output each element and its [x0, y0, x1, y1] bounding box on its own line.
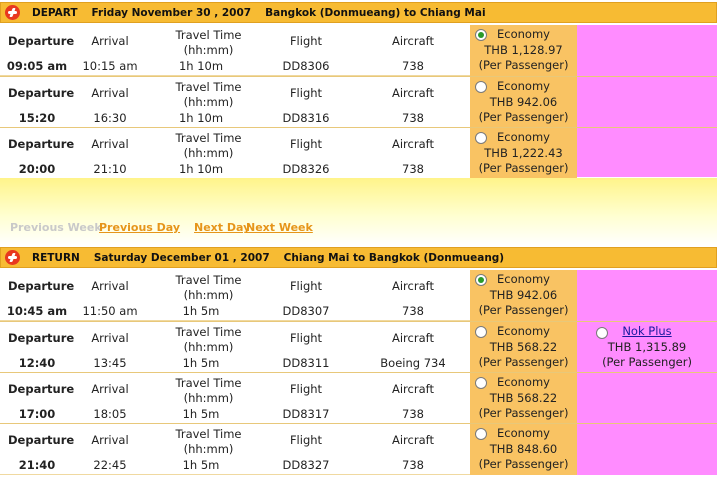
- flight-number: DD8306: [282, 59, 330, 73]
- arrival-cell: [74, 322, 146, 373]
- aircraft-cell: [356, 424, 470, 475]
- flight-number: DD8311: [282, 356, 330, 370]
- arrival-header: Arrival: [91, 433, 129, 447]
- travel-time-cell: [146, 270, 256, 321]
- fare-price: THB 1,222.43: [484, 145, 563, 160]
- travel-time-header: Travel Time (hh:mm): [175, 427, 242, 456]
- nok-plus-per-passenger: (Per Passenger): [602, 355, 692, 369]
- aircraft-cell: [356, 373, 470, 424]
- flight-details: [0, 424, 470, 475]
- travel-duration: 1h 10m: [178, 59, 224, 73]
- economy-fare: [470, 424, 577, 475]
- fare-class: Economy: [497, 79, 550, 93]
- aircraft-cell: [356, 322, 470, 373]
- arrival-header: Arrival: [91, 34, 129, 48]
- next-day-link[interactable]: Next Day: [194, 221, 251, 234]
- flight-header: Flight: [289, 433, 323, 447]
- travel-date: Saturday December 01 , 2007: [93, 251, 270, 264]
- arrival-cell: [74, 25, 146, 76]
- plane-icon: [5, 5, 20, 20]
- flight-cell: [256, 77, 356, 128]
- flight-details: [0, 322, 470, 373]
- fare-radio[interactable]: [475, 132, 487, 144]
- travel-duration: 1h 5m: [182, 458, 220, 472]
- economy-fare: [470, 373, 577, 424]
- flight-row: [0, 423, 717, 474]
- travel-duration: 1h 10m: [178, 162, 224, 176]
- fare-class: Economy: [497, 324, 550, 338]
- travel-duration: 1h 5m: [182, 407, 220, 421]
- fare-price: THB 942.06: [489, 287, 558, 302]
- departure-cell: [0, 424, 74, 475]
- flight-details: [0, 128, 470, 179]
- departure-header: Departure: [8, 433, 75, 447]
- travel-duration: 1h 10m: [178, 111, 224, 125]
- flight-cell: [256, 25, 356, 76]
- aircraft-cell: [356, 77, 470, 128]
- travel-time-cell: [146, 424, 256, 475]
- departure-header: Departure: [8, 86, 75, 100]
- departure-cell: [0, 373, 74, 424]
- fare-radio[interactable]: [475, 377, 487, 389]
- aircraft-type: Boeing 734: [380, 356, 446, 370]
- arrival-header: Arrival: [91, 86, 129, 100]
- flight-number: DD8327: [282, 458, 330, 472]
- travel-time-cell: [146, 322, 256, 373]
- departure-cell: [0, 25, 74, 76]
- departure-time: 12:40: [18, 356, 56, 370]
- aircraft-cell: [356, 270, 470, 321]
- travel-date: Friday November 30 , 2007: [91, 6, 252, 19]
- aircraft-type: 738: [402, 407, 424, 421]
- flight-row: [0, 270, 717, 321]
- economy-fare: [470, 77, 577, 128]
- return-section: [0, 247, 717, 268]
- flight-cell: [256, 322, 356, 373]
- flight-cell: [256, 270, 356, 321]
- flight-header: Flight: [289, 86, 323, 100]
- per-passenger: (Per Passenger): [478, 355, 569, 369]
- depart-header: [0, 2, 717, 23]
- travel-time-cell: [146, 77, 256, 128]
- flight-row: [0, 76, 717, 127]
- arrival-time: 18:05: [93, 407, 127, 421]
- previous-day-link[interactable]: Previous Day: [99, 221, 181, 234]
- direction-label: DEPART: [32, 6, 78, 19]
- aircraft-cell: [356, 25, 470, 76]
- nok-plus-radio[interactable]: [596, 327, 608, 339]
- flight-details: [0, 373, 470, 424]
- fare-price: THB 568.22: [489, 339, 558, 354]
- aircraft-header: Aircraft: [392, 86, 434, 100]
- travel-time-header: Travel Time (hh:mm): [175, 273, 242, 302]
- aircraft-header: Aircraft: [392, 331, 434, 345]
- departure-time: 10:45 am: [6, 304, 68, 318]
- aircraft-cell: [356, 128, 470, 179]
- fare-class: Economy: [497, 130, 550, 144]
- flight-cell: [256, 128, 356, 179]
- departure-header: Departure: [8, 279, 75, 293]
- economy-fare: [470, 270, 577, 321]
- per-passenger: (Per Passenger): [478, 110, 569, 124]
- departure-header: Departure: [8, 34, 75, 48]
- arrival-time: 13:45: [93, 356, 127, 370]
- per-passenger: (Per Passenger): [478, 406, 569, 420]
- fare-price: THB 942.06: [489, 94, 558, 109]
- economy-fare: [470, 322, 577, 373]
- fare-class: Economy: [497, 375, 550, 389]
- departure-cell: [0, 322, 74, 373]
- arrival-cell: [74, 373, 146, 424]
- economy-fare: [470, 25, 577, 76]
- fare-radio[interactable]: [475, 29, 487, 41]
- departure-time: 21:40: [18, 458, 56, 472]
- aircraft-type: 738: [402, 304, 424, 318]
- arrival-cell: [74, 424, 146, 475]
- travel-time-header: Travel Time (hh:mm): [175, 376, 242, 405]
- flight-row: [0, 127, 717, 178]
- travel-time-header: Travel Time (hh:mm): [175, 131, 242, 160]
- nok-plus-fare: [577, 324, 717, 371]
- nok-plus-link[interactable]: Nok Plus: [622, 324, 672, 338]
- flight-header: Flight: [289, 279, 323, 293]
- departure-time: 15:20: [18, 111, 56, 125]
- return-header: [0, 247, 717, 268]
- flight-header: Flight: [289, 331, 323, 345]
- travel-time-cell: [146, 25, 256, 76]
- return-flight-list: [0, 270, 717, 474]
- per-passenger: (Per Passenger): [478, 457, 569, 471]
- flight-header: Flight: [289, 137, 323, 151]
- aircraft-header: Aircraft: [392, 382, 434, 396]
- fare-price: THB 568.22: [489, 390, 558, 405]
- flight-cell: [256, 424, 356, 475]
- fare-radio[interactable]: [475, 326, 487, 338]
- departure-time: 17:00: [18, 407, 56, 421]
- arrival-time: 22:45: [93, 458, 127, 472]
- travel-time-cell: [146, 128, 256, 179]
- arrival-header: Arrival: [91, 137, 129, 151]
- fare-price: THB 848.60: [489, 441, 558, 456]
- route-label: Chiang Mai to Bangkok (Donmueang): [283, 251, 505, 264]
- per-passenger: (Per Passenger): [478, 303, 569, 317]
- departure-cell: [0, 77, 74, 128]
- departure-time: 20:00: [18, 162, 56, 176]
- fare-class: Economy: [497, 27, 550, 41]
- fare-radio[interactable]: [475, 428, 487, 440]
- per-passenger: (Per Passenger): [478, 161, 569, 175]
- arrival-header: Arrival: [91, 382, 129, 396]
- depart-flight-list: [0, 25, 717, 178]
- travel-duration: 1h 5m: [182, 304, 220, 318]
- flight-row: [0, 25, 717, 76]
- departure-header: Departure: [8, 331, 75, 345]
- flight-number: DD8317: [282, 407, 330, 421]
- aircraft-type: 738: [402, 111, 424, 125]
- travel-time-cell: [146, 373, 256, 424]
- per-passenger: (Per Passenger): [478, 58, 569, 72]
- departure-cell: [0, 128, 74, 179]
- aircraft-type: 738: [402, 162, 424, 176]
- arrival-time: 16:30: [93, 111, 127, 125]
- flight-number: DD8326: [282, 162, 330, 176]
- route-label: Bangkok (Donmueang) to Chiang Mai: [265, 6, 486, 19]
- next-week-link[interactable]: Next Week: [246, 221, 313, 234]
- flight-details: [0, 25, 470, 76]
- fare-price: THB 1,128.97: [484, 42, 563, 57]
- date-navigation-band: [0, 178, 717, 246]
- flight-cell: [256, 373, 356, 424]
- previous-week-link: Previous Week: [10, 221, 102, 234]
- arrival-time: 21:10: [93, 162, 127, 176]
- flight-header: Flight: [289, 382, 323, 396]
- depart-section: [0, 2, 717, 23]
- plane-icon: [5, 250, 20, 265]
- fare-radio[interactable]: [475, 81, 487, 93]
- flight-row: [0, 372, 717, 423]
- fare-class: Economy: [497, 272, 550, 286]
- travel-duration: 1h 5m: [182, 356, 220, 370]
- aircraft-type: 738: [402, 59, 424, 73]
- departure-cell: [0, 270, 74, 321]
- fare-radio[interactable]: [475, 274, 487, 286]
- departure-header: Departure: [8, 382, 75, 396]
- economy-fare: [470, 128, 577, 179]
- flight-details: [0, 77, 470, 128]
- aircraft-type: 738: [402, 458, 424, 472]
- aircraft-header: Aircraft: [392, 137, 434, 151]
- travel-time-header: Travel Time (hh:mm): [175, 325, 242, 354]
- aircraft-header: Aircraft: [392, 433, 434, 447]
- travel-time-header: Travel Time (hh:mm): [175, 28, 242, 57]
- arrival-header: Arrival: [91, 331, 129, 345]
- fare-class: Economy: [497, 426, 550, 440]
- aircraft-header: Aircraft: [392, 34, 434, 48]
- nok-plus-price: THB 1,315.89: [607, 339, 687, 354]
- arrival-cell: [74, 270, 146, 321]
- arrival-header: Arrival: [91, 279, 129, 293]
- flight-details: [0, 270, 470, 321]
- flight-header: Flight: [289, 34, 323, 48]
- departure-time: 09:05 am: [6, 59, 68, 73]
- arrival-time: 10:15 am: [82, 59, 138, 73]
- departure-header: Departure: [8, 137, 75, 151]
- arrival-cell: [74, 128, 146, 179]
- aircraft-header: Aircraft: [392, 279, 434, 293]
- flight-number: DD8307: [282, 304, 330, 318]
- travel-time-header: Travel Time (hh:mm): [175, 80, 242, 109]
- direction-label: RETURN: [32, 251, 80, 264]
- arrival-time: 11:50 am: [82, 304, 138, 318]
- flight-number: DD8316: [282, 111, 330, 125]
- arrival-cell: [74, 77, 146, 128]
